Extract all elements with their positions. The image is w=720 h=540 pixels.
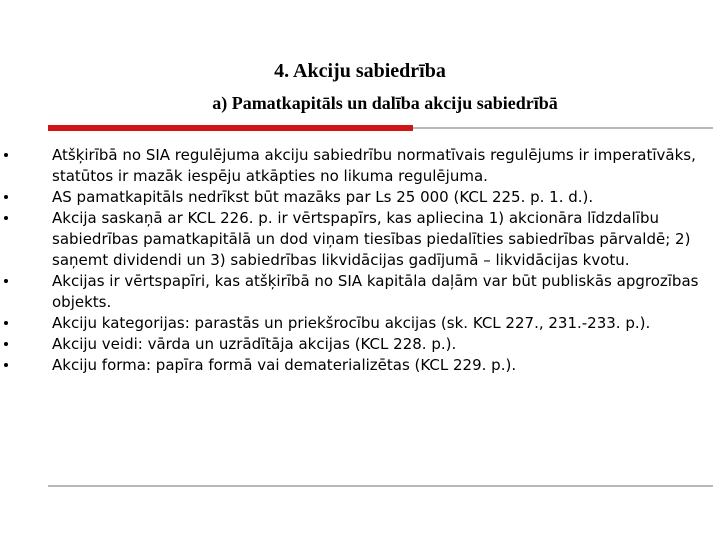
bullet-text: AS pamatkapitāls nedrīkst būt mazāks par Ls 25 000 (KCL 225. p. 1. d.).	[52, 188, 594, 206]
bullet-icon	[4, 153, 8, 157]
bullet-text: Akcija saskaņā ar KCL 226. p. ir vērtspapīrs, kas apliecina 1) akcionāra līdzdalību sabiedrības pamatkapitālā un dod viņam tiesības piedalīties sabiedrības pārvaldē; 2) saņemt dividendi un 3) sabiedrības likvidācijas gadījumā – likvidācijas kvotu.	[52, 209, 691, 269]
accent-divider	[48, 125, 413, 131]
list-item	[0, 355, 720, 376]
bullet-icon	[4, 195, 8, 199]
bottom-divider	[48, 485, 713, 487]
slide-subtitle: a) Pamatkapitāls un dalība akciju sabiedrībā	[212, 93, 558, 113]
slide-title: 4. Akciju sabiedrība	[274, 60, 446, 82]
list-item	[0, 145, 720, 187]
bullet-list	[0, 145, 720, 376]
bullet-text: Akciju forma: papīra formā vai dematerializētas (KCL 229. p.).	[52, 356, 517, 374]
list-item	[0, 187, 720, 208]
list-item	[0, 313, 720, 334]
bullet-text: Akciju veidi: vārda un uzrādītāja akcijas (KCL 228. p.).	[52, 335, 457, 353]
bullet-icon	[4, 321, 8, 325]
bullet-text: Akciju kategorijas: parastās un priekšrocību akcijas (sk. KCL 227., 231.-233. p.).	[52, 314, 651, 332]
bullet-icon	[4, 363, 8, 367]
grey-divider	[413, 127, 713, 129]
bullet-icon	[4, 279, 8, 283]
bullet-text: Akcijas ir vērtspapīri, kas atšķirībā no SIA kapitāla daļām var būt publiskās apgrozības objekts.	[52, 272, 699, 311]
list-item	[0, 334, 720, 355]
bullet-icon	[4, 216, 8, 220]
list-item	[0, 208, 720, 271]
bullet-icon	[4, 342, 8, 346]
list-item	[0, 271, 720, 313]
bullet-text: Atšķirībā no SIA regulējuma akciju sabiedrību normatīvais regulējums ir imperatīvāks, statūtos ir mazāk iespēju atkāpties no likuma regulējuma.	[52, 146, 696, 185]
